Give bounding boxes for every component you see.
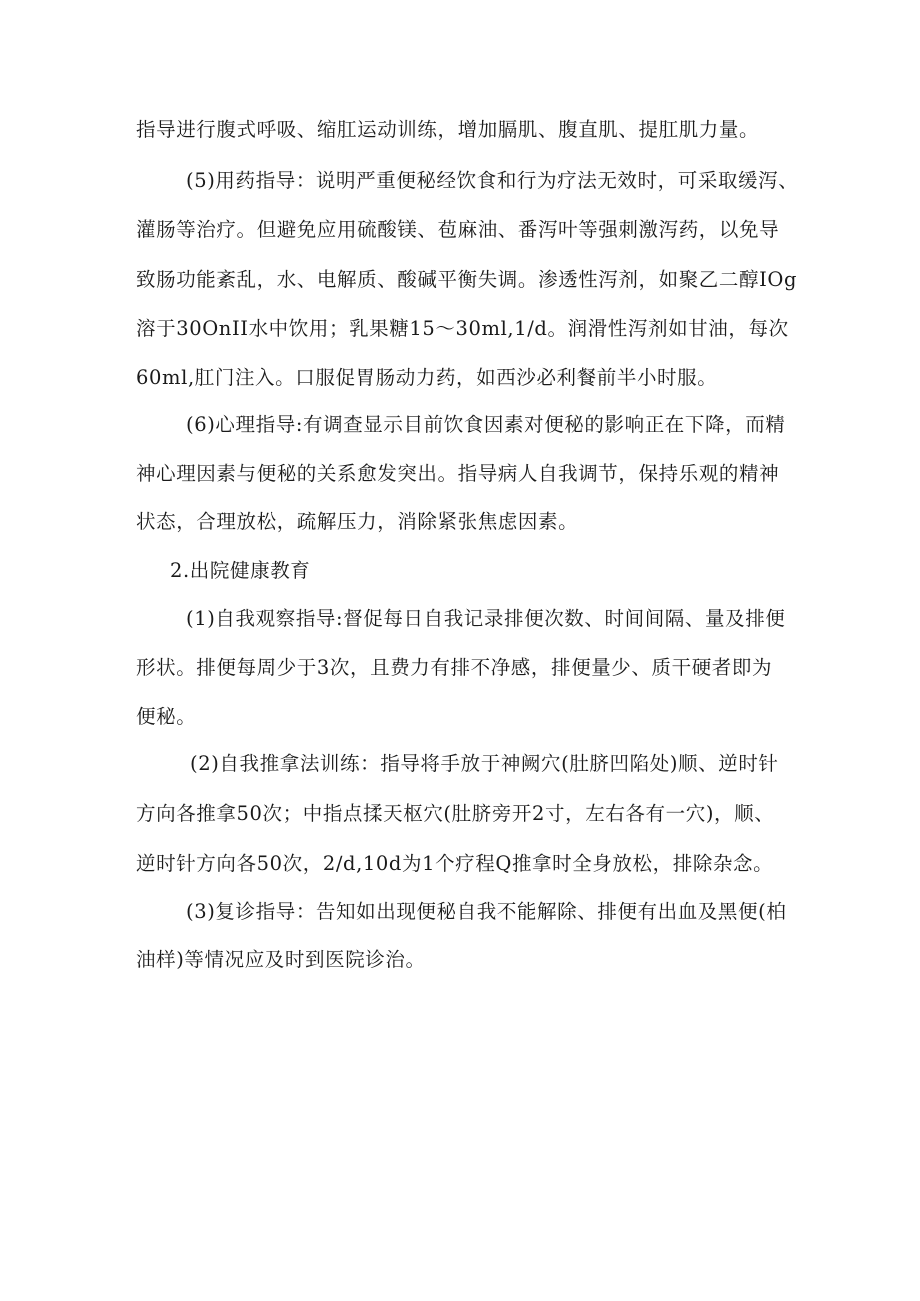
- text-line: 溶于30OnII水中饮用；乳果糖15～30ml,1/d。润滑性泻剂如甘油，每次: [136, 317, 789, 340]
- text-line: (2)自我推拿法训练：指导将手放于神阙穴(肚脐凹陷处)顺、逆时针: [190, 752, 779, 775]
- text-line: 神心理因素与便秘的关系愈发突出。指导病人自我调节，保持乐观的精神: [136, 462, 780, 485]
- text-line: (6)心理指导:有调查显示目前饮食因素对便秘的影响正在下降，而精: [186, 413, 786, 436]
- text-line: 灌肠等治疗。但避免应用硫酸镁、苞麻油、番泻叶等强刺激泻药，以免导: [136, 218, 780, 241]
- text-line: 状态，合理放松，疏解压力，消除紧张焦虑因素。: [136, 510, 579, 533]
- section-heading: 2.出院健康教育: [170, 559, 311, 582]
- text-line: 方向各推拿50次；中指点揉天枢穴(肚脐旁开2寸，左右各有一穴)，顺、: [136, 802, 775, 825]
- text-line: 油样)等情况应及时到医院诊治。: [136, 948, 426, 971]
- text-line: 形状。排便每周少于3次，且费力有排不净感，排便量少、质干硬者即为: [136, 656, 773, 679]
- text-line: (1)自我观察指导:督促每日自我记录排便次数、时间间隔、量及排便: [186, 607, 786, 630]
- text-line: (5)用药指导：说明严重便秘经饮食和行为疗法无效时，可采取缓泻、: [186, 169, 799, 192]
- text-line: 逆时针方向各50次，2∕d,10d为1个疗程Q推拿时全身放松，排除杂念。: [136, 852, 774, 875]
- text-line: 指导进行腹式呼吸、缩肛运动训练，增加膈肌、腹直肌、提肛肌力量。: [136, 118, 760, 141]
- text-line: (3)复诊指导：告知如出现便秘自我不能解除、排便有出血及黑便(柏: [186, 900, 787, 923]
- text-line: 60ml,肛门注入。口服促胃肠动力药，如西沙必利餐前半小时服。: [136, 366, 718, 389]
- text-line: 致肠功能紊乱，水、电解质、酸碱平衡失调。渗透性泻剂，如聚乙二醇IOg: [136, 268, 798, 291]
- text-line: 便秘。: [136, 705, 197, 728]
